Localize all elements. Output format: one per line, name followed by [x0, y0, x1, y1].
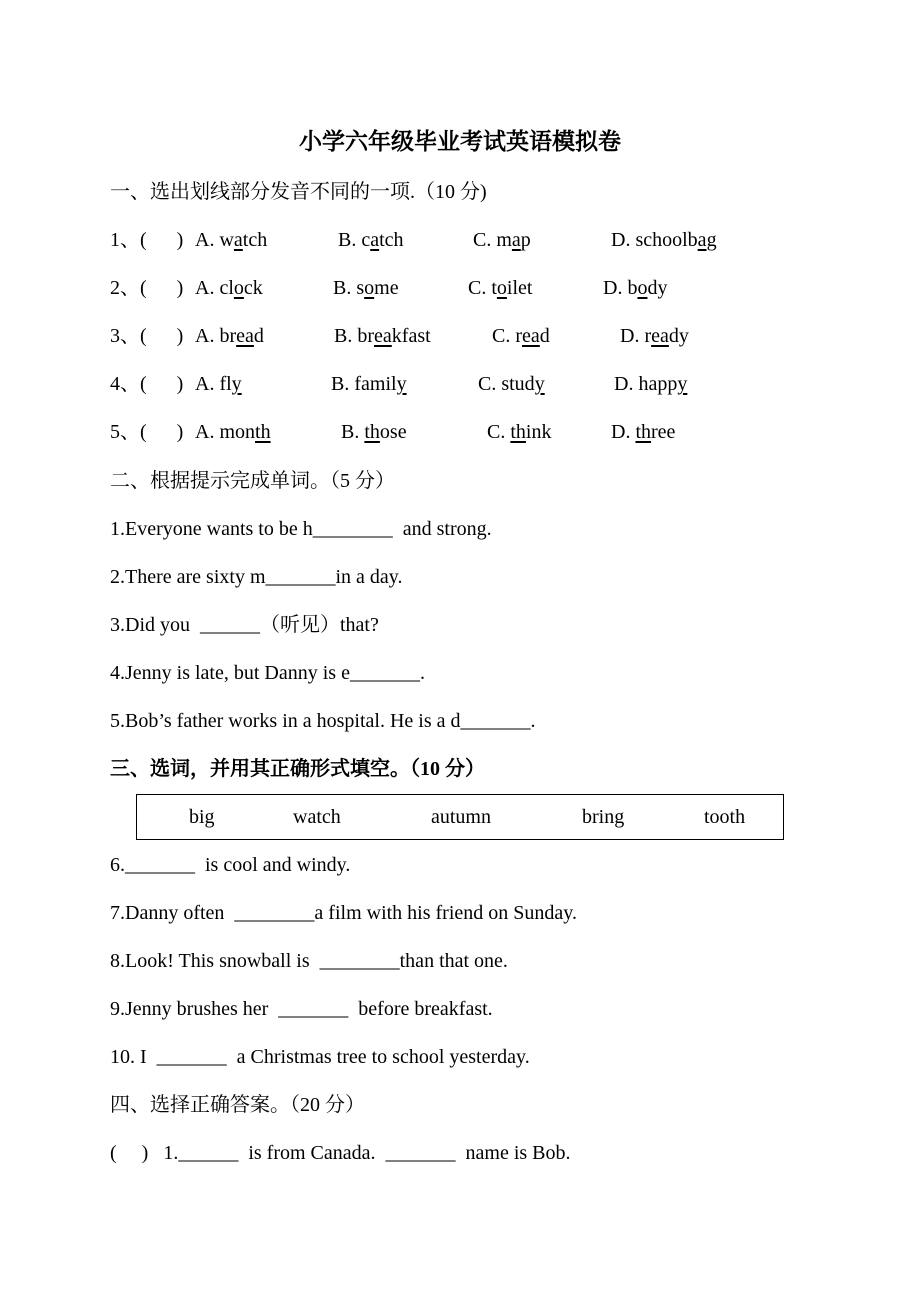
question-number: 3、( ) — [110, 325, 184, 347]
answer-option — [620, 324, 689, 348]
answer-option — [195, 420, 271, 444]
answer-option — [611, 420, 675, 444]
word-prefix: w — [219, 229, 234, 251]
underlined-letters: a — [233, 229, 243, 251]
option-label: B. — [331, 373, 355, 395]
word-prefix: schoolb — [635, 229, 698, 251]
underlined-letters: th — [364, 421, 380, 443]
answer-option — [478, 372, 545, 396]
fill-in-question: 8.Look! This snowball is ________than that one. — [110, 950, 508, 972]
word-prefix: t — [491, 277, 497, 299]
question-number: 2、( ) — [110, 277, 184, 299]
word-prefix: famil — [354, 373, 397, 395]
answer-option — [473, 228, 531, 252]
answer-option — [195, 276, 263, 300]
question-number: 1、( ) — [110, 229, 184, 251]
underlined-letters: y — [231, 373, 242, 395]
option-label: A. — [195, 325, 220, 347]
option-label: D. — [603, 277, 628, 299]
option-label: D. — [611, 421, 636, 443]
word-bank-word: bring — [582, 806, 625, 828]
underlined-letters: o — [364, 277, 375, 299]
option-label: A. — [195, 277, 220, 299]
fill-in-question: 4.Jenny is late, but Danny is e_______. — [110, 662, 425, 684]
word-bank-word: watch — [293, 806, 341, 828]
word-bank-box — [136, 794, 784, 840]
answer-option — [614, 372, 687, 396]
word-prefix: b — [627, 277, 638, 299]
underlined-letters: o — [496, 277, 507, 299]
underlined-letters: y — [677, 373, 688, 395]
option-label: C. — [492, 325, 516, 347]
answer-option — [331, 372, 407, 396]
word-prefix: r — [644, 325, 652, 347]
word-prefix: happ — [638, 373, 678, 395]
answer-option — [603, 276, 667, 300]
option-label: B. — [338, 229, 362, 251]
choice-question: ( ) 1.______ is from Canada. _______ name is Bob. — [110, 1142, 571, 1164]
word-suffix: ree — [651, 421, 676, 443]
underlined-letters: ea — [236, 325, 254, 347]
underlined-letters: ea — [651, 325, 669, 347]
underlined-letters: y — [534, 373, 545, 395]
answer-option — [487, 420, 551, 444]
word-suffix: tch — [242, 229, 268, 251]
fill-in-question: 3.Did you ______（听见）that? — [110, 614, 379, 636]
fill-in-question: 6._______ is cool and windy. — [110, 854, 351, 876]
word-suffix: ilet — [506, 277, 533, 299]
underlined-letters: a — [511, 229, 521, 251]
option-label: A. — [195, 229, 220, 251]
answer-option — [611, 228, 717, 252]
question-number: 5、( ) — [110, 421, 184, 443]
option-label: B. — [333, 277, 357, 299]
word-prefix: mon — [219, 421, 256, 443]
option-label: A. — [195, 373, 220, 395]
underlined-letters: ea — [522, 325, 540, 347]
answer-option — [468, 276, 532, 300]
answer-option — [334, 324, 431, 348]
word-suffix: me — [374, 277, 399, 299]
section1-heading: 一、选出划线部分发音不同的一项.（10 分) — [110, 181, 487, 203]
word-prefix: br — [357, 325, 375, 347]
underlined-letters: a — [370, 229, 380, 251]
option-label: C. — [478, 373, 502, 395]
underlined-letters: th — [255, 421, 271, 443]
word-bank-word: tooth — [704, 806, 746, 828]
option-label: D. — [620, 325, 645, 347]
word-prefix: stud — [501, 373, 535, 395]
fill-in-question: 2.There are sixty m_______in a day. — [110, 566, 403, 588]
fill-in-question: 7.Danny often ________a film with his friend on Sunday. — [110, 902, 577, 924]
answer-option — [195, 324, 264, 348]
word-suffix: ink — [525, 421, 552, 443]
underlined-letters: o — [233, 277, 244, 299]
word-suffix: d — [253, 325, 264, 347]
question-number: 4、( ) — [110, 373, 184, 395]
word-prefix: r — [515, 325, 523, 347]
word-suffix: ose — [379, 421, 407, 443]
word-suffix: tch — [379, 229, 404, 251]
answer-option — [492, 324, 550, 348]
fill-in-question: 5.Bob’s father works in a hospital. He is a d_______. — [110, 710, 536, 732]
underlined-letters: a — [697, 229, 707, 251]
underlined-letters: th — [635, 421, 652, 443]
word-suffix: g — [706, 229, 717, 251]
word-suffix: dy — [647, 277, 668, 299]
word-suffix: dy — [668, 325, 689, 347]
option-label: D. — [611, 229, 636, 251]
word-bank-word: big — [189, 806, 215, 828]
word-suffix: ck — [243, 277, 263, 299]
page-title: 小学六年级毕业考试英语模拟卷 — [299, 129, 621, 154]
option-label: B. — [334, 325, 358, 347]
answer-option — [341, 420, 407, 444]
underlined-letters: y — [396, 373, 407, 395]
underlined-letters: ea — [374, 325, 392, 347]
word-bank-word: autumn — [431, 806, 491, 828]
section3-heading: 三、选词，并用其正确形式填空。（10 分） — [110, 758, 485, 780]
option-label: C. — [468, 277, 492, 299]
underlined-letters: o — [637, 277, 648, 299]
word-suffix: kfast — [391, 325, 431, 347]
option-label: B. — [341, 421, 365, 443]
word-prefix: cl — [219, 277, 234, 299]
answer-option — [195, 372, 242, 396]
section4-heading: 四、选择正确答案。（20 分） — [110, 1094, 365, 1116]
fill-in-question: 10. I _______ a Christmas tree to school yesterday. — [110, 1046, 530, 1068]
word-prefix: c — [361, 229, 371, 251]
word-suffix: d — [539, 325, 550, 347]
word-prefix: s — [356, 277, 365, 299]
answer-option — [195, 228, 267, 252]
underlined-letters: th — [510, 421, 526, 443]
answer-option — [333, 276, 399, 300]
fill-in-question: 9.Jenny brushes her _______ before breakfast. — [110, 998, 493, 1020]
option-label: C. — [487, 421, 511, 443]
option-label: A. — [195, 421, 220, 443]
word-prefix: br — [219, 325, 237, 347]
word-prefix: m — [496, 229, 512, 251]
answer-option — [338, 228, 404, 252]
option-label: C. — [473, 229, 497, 251]
word-suffix: p — [520, 229, 531, 251]
word-prefix: fl — [219, 373, 232, 395]
section2-heading: 二、根据提示完成单词。（5 分） — [110, 470, 395, 492]
fill-in-question: 1.Everyone wants to be h________ and strong. — [110, 518, 492, 540]
option-label: D. — [614, 373, 639, 395]
